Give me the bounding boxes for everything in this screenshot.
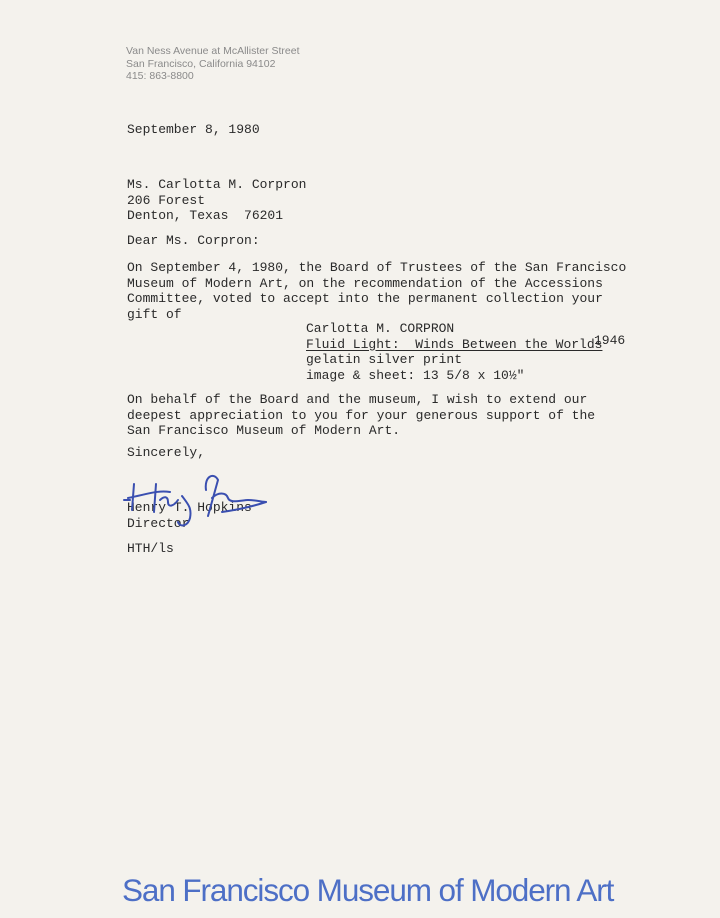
letterhead-city: San Francisco, California 94102 (126, 57, 276, 70)
paragraph-line: On September 4, 1980, the Board of Trustees of the San Francisco (127, 260, 627, 275)
handwritten-signature (118, 470, 278, 532)
gift-title: Fluid Light: Winds Between the Worlds (306, 336, 603, 352)
paragraph-appreciation (127, 392, 595, 439)
recipient-street: 206 Forest (127, 192, 206, 208)
paragraph-acceptance (127, 260, 626, 322)
letterhead-address (126, 45, 300, 83)
paragraph-line: San Francisco Museum of Modern Art. (127, 423, 401, 439)
paragraph-line: On behalf of the Board and the museum, I wish to extend our (127, 392, 588, 407)
recipient-name: Ms. Carlotta M. Corpron (127, 177, 307, 192)
gift-medium: gelatin silver print (306, 352, 463, 368)
letterhead-phone: 415: 863-8800 (126, 70, 194, 82)
reference-initials: HTH/ls (127, 541, 174, 556)
salutation: Dear Ms. Corpron: (127, 233, 260, 248)
recipient-city: Denton, Texas 76201 (127, 208, 284, 224)
gift-dimensions: image & sheet: 13 5/8 x 10½" (306, 367, 525, 383)
closing: Sincerely, (127, 445, 206, 460)
signer-name: Henry T. Hopkins (127, 500, 252, 515)
signer-title: Director (127, 515, 190, 531)
paragraph-line: Committee, voted to accept into the permanent collection your (127, 291, 603, 307)
paragraph-line: deepest appreciation to you for your generous support of the (127, 407, 596, 423)
paragraph-line: gift of (127, 306, 182, 322)
museum-wordmark: San Francisco Museum of Modern Art (122, 872, 614, 908)
gift-artist: Carlotta M. CORPRON (306, 321, 455, 336)
gift-details (306, 321, 602, 383)
letter-date: September 8, 1980 (127, 122, 260, 137)
recipient-address (127, 177, 306, 224)
letterhead-street: Van Ness Avenue at McAllister Street (126, 45, 300, 57)
paragraph-line: Museum of Modern Art, on the recommendation of the Accessions (127, 275, 603, 291)
gift-year: 1946 (594, 333, 626, 348)
